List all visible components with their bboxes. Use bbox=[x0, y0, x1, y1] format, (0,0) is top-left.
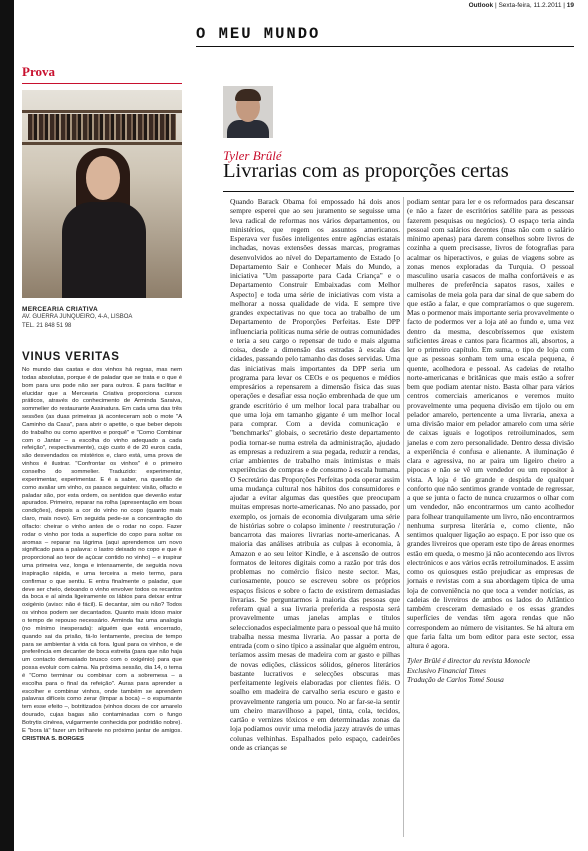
section-name: Outlook bbox=[468, 2, 494, 9]
wine-bottles bbox=[28, 114, 176, 140]
sidebar-label: Prova bbox=[22, 64, 182, 84]
portrait-hair bbox=[235, 89, 261, 101]
person-body bbox=[62, 202, 146, 298]
sidebar-author: CRISTINA S. BORGES bbox=[22, 735, 84, 742]
page-edge-bar bbox=[0, 0, 14, 851]
shop-address: AV. GUERRA JUNQUEIRO, 4-A, LISBOA bbox=[22, 314, 133, 320]
issue-date: Sexta-feira, 11.2.2011 bbox=[498, 2, 562, 9]
sidebar-heading: VINUS VERITAS bbox=[22, 351, 120, 363]
signoff-line: Tradução de Carlos Tomé Sousa bbox=[407, 674, 504, 684]
portrait-body bbox=[227, 120, 269, 138]
sidebar-body bbox=[22, 367, 182, 744]
shelf bbox=[22, 142, 182, 145]
column-divider bbox=[403, 197, 404, 837]
shop-photo bbox=[22, 90, 182, 298]
shop-name: MERCEARIA CRIATIVA bbox=[22, 306, 99, 313]
author-portrait bbox=[223, 86, 273, 138]
signoff bbox=[407, 656, 574, 684]
headline: Livrarias com as proporções certas bbox=[223, 160, 509, 182]
article-column-1: Quando Barack Obama foi empossado há dois anos sempre esperei que ao seu juramento se seguisse uma leva radical de reformas nos vários departamentos, ou ministérios, que regem os assuntos americanos. Esperava ver fusões inteligentes entre agências estatais inchadas, novas extensões dessas marcas, programas desenvolvidos ao nível do Departamento de Estado [o Departamento Sair e Conhecer Mais do Mundo, a iniciativa "Um passaporte para Cada Criança" e o Departamento Construir Embaixadas com Melhor Aspecto] e toda uma série de iniciativas com vista a melhorar a nossa qualidade de vida. E sempre tive grandes expectativas no que toca ao trabalho de um Departamento de Proporções Perfeitas. Este DPP influenciaria políticas numa série de outras comunidades e teria a seu cargo o repensar de tudo e mais alguma coisa, desde a dimensão das estradas à escala das cidades, passando pelo tamanho das doses servidas. Uma das iniciativas mais importantes da DPP seria um programa para levar os CEOs e os pequenos e médios empresários a repensarem a dimensão física das suas operações e desafiar essa noção embrenhada de que um grande escritório é um melhor local para trabalhar ou que uma loja em tamanho gigante é um melhor local para comprar. Com a devida comunicação e "benchmarks" globais, o secretário deste departamento podia tornar-se numa estrela da administração, ajudado as empresas a reduzirem a sua pegada, reduzir a rendas, criar ambientes de trabalho mais íntimistas e mais experiências de compras e de consumo à escala humana. O Secretário das Proporções Perfeitas poda operar assim uma mudança cultural nos hábitos dos consumidores e ajudar a evitar algumas das questões que preocupam muitas empresas norte-americanas. No ano passado, por exemplo, os jornais de economia divulgaram uma série de histórias sobre o colapso iminente / reestruturação / bancarrota das maiores livrarias norte-americanas. A maioria das análises atribuía as culpas à economia, à Amazon e ao seu leitor Kindle, e à ascensão de outros formatos de leitores digitais como a razão por trás dos problemas no comércio físico neste sector. Mas, curiosamente, pouco se escreveu sobre os próprios espaços físicos e sobre o facto de existirem demasiadas livrarias. Se perguntarmos à maioria das pessoas que referam qual a sua livraria preferida a resposta será provavelmente umas janelas amplas e títulos seleccionados especialmente para o pessoal que há muito trabalha nessa mesma livraria. Ao passar a porta de entrada (com o sino típico a assinalar que alguém entrou, teríamos assim mesas de madeira com ar gasto e pilhas de novas edições, clássicos sólidos, géneros literários bastante lucrativos e selecções obscuras mas perfeitamente legíveis elaboradas por clientes fiéis. O soalho em madeira de carvalho seria escuro e gasto e provavelmente rangeria um pouco. No ar far-se-ia sentir um cheiro maravilhoso a papel, tinta, cola, tecidos, cartão e vernizes tóxicos e em determinadas zonas da loja podíamos ouvir uma melodia jazzy através de umas colunas velhinhas. Espalhados pelo espaço, cadeirões onde as crianças se bbox=[230, 197, 400, 752]
headline-rule bbox=[223, 191, 574, 192]
shelf bbox=[22, 110, 182, 113]
shop-phone: TEL. 21 848 51 98 bbox=[22, 323, 72, 329]
person-face bbox=[86, 156, 120, 200]
section-title: O MEU MUNDO bbox=[196, 25, 321, 43]
article-column-2-text: podiam sentar para ler e os reformados para descansar (e não a fazer de escritórios satélite para as pessoas fazerem pesquisas ou negócios). O espaço teria ainda pessoal com salários decentes (mas não com o salário mínimo apenas) para darem conselhos sobre livros de cozinha a quem precisasse, livros de fotografias para acalmar os hiperactivos, e guias de viagens sobre as zonas menos exploradas da Turquia. O pessoal masculino usaria casacos de malha confortáveis e as mulheres de preferência sapatos rasos, xailes e camisolas de meia gola para dar sinal de que sabem do que estão a falar, e que compraríamos o que sugerem. Mas o pormenor mais importante seria provavelmente o facto de podermos ver a loja até ao fundo e, uma vez dentro da mesma, descobríssemos que existem suficientes áreas e cantos para ficarmos ali, absortos, a ler o primeiro capítulo. Em suma, o tipo de loja com que as pessoas sonham tem uma escala pequena, é quente, acolhedora e pessoal. As cadeias de retalho norte-americanas e britânicas que mais estão a sofrer bem que podiam atentar nisto. Basta olhar para vários centros comerciais americanos e veremos muito provavelmente uma pequena divisão em tijolo ou em pelador amarelo, pertencente a uma livraria, anexa a uma divisão maior em pelador amarelo com uma série de caixas iguais e logotipos retroiluminados, sem janelas e com zero personalidade. Dentro dessa divisão a experiência é confusa e alienante. A iluminação é clara e agressiva, no ar paira um ligeiro cheiro a pipocas e não se vê um vendedor ou um repositor à vista. A loja é tão grande e despida de qualquer conforto que não sentimos grande vontade de regressar, a que se junta o facto de nunca cruzarmos o olhar com um vendedor, não encontrarmos um canto acolhedor para folhear tranquilamente um livro, não encontrarmos nenhuma surpresa literária e, como cliente, não sentimos qualquer ligação ao espaço. E por isso que os grandes livreiros que operam este tipo de áreas enormes estão em queda, o mesmo já não acontecendo aos livros electrónicos e aos vários ecrãs retroiluminados. E assim como os quiosques estão prejudicar as empresas de jornais e revistas com a sua abordagem típica de uma loja de conveniência no que toca a vender notícias, as cadeias de livreiros de ambos os lados do Atlântico também cresceram demasiado e os essas grandes superfícies de vendas têm agora rendas que não correspondem ao número de visitantes. Se há altura em que faria falta um bom editor para este sector, essa altura é agora. bbox=[407, 197, 574, 650]
sidebar-text: No mundo das castas e dos vinhos há regras, mas nem todas absolutas, porque é de paladar que se trata e o que é bom para uns pode não ser para outros. É para facilitar e elucidar que a Mercearia Criativa proporciona cursos práticos, através do conhecimento de Arminda Saraiva, sommelier do restaurante Assinatura. Em cada uma das três sessões (as duas primeiras já aconteceram sob o mote "A Caminho da Casa", para abrir o apetite, o que beber depois do trabalho ou como aperitivo e porquê" e "Como Combinar com o Jantar – a escolha do vinho adequado a cada refeição", respectivamente), cujo custo é de 20 euros cada, são desvendados os mistérios e, claro está, uma prova de vinhos é ilustrar. "Confrontar os vinhos" é o primeiro conselho do sommelier. Traduzido: experimentar, experimentar, experimentar. E é a saber, na questão de como avaliar um vinho, os passos seguintes: visão, olfacto e paladar são, por esta ordem, os sentidos que deverão estar apurados. Primeiro, reparar na rolha (apresentação em boas condições), depois a cor do vinho no copo (quanto mais claro, mais novo). Em seguida pede-se a concentração do olfacto: cheirar o vinho antes de o rodar no copo. Fazer rodar o vinho por toda a superfície do copo para soltar os aromas – reparar na lágrima (aqui aprendemos um novo significado para a palavra: o lastro deixado no copo e que é proporcional ao teor de açúcar contido no vinho) – e inspirar uma primeira vez, longa e intensamente, de seguida nova inspiração rápida, e uma terceira a meio termo, para confirmar o que sentiu. E entra finalmente o paladar, que deve ser cheio, deixando o vinho envolver todos os recantos da boca e aí ainda ligeiramente os lábios para deixar entrar oxigénio (aviso: não é fácil). E decantar, sim ou não? Todos os vinhos podem ser decantados. Quanto mais idoso maior o tempo de repouso necessário. Arminda faz uma analogia (no mínimo inesperada): alguém que está encerrado, quando sai da prisão, fá-lo lentamente, precisa de tempo para se ambientar à vida cá fora. Igual para os vinhos, e de preferência em decanter de boca estreita (para que não haja um contacto demasiado brusco com o oxigénio) para que possa evoluir com calma. Na próxima sessão, dia 14, o tema é "Como terminar ou combinar com a sobremesa – a escolha para o final da refeição". Auras para aprender a escolher e combinar vinhos, onde também se aprendem palavras difíceis como zerar (limpar a boca) – o espumante tem esse efeito –, botritizados (vinhos doces de cor amarelo dourado, cujas bagas são contaminadas com o fungo Botrytis cinérea, vulgarmente conhecida por podridão nobre). E "bora lá" fazer um brilharete no próximo jantar de amigos. bbox=[22, 367, 182, 734]
page-header: Outlook | Sexta-feira, 11.2.2011 | 19 bbox=[468, 2, 574, 9]
article-column-2 bbox=[407, 197, 574, 684]
signoff-line: Exclusivo Financial Times bbox=[407, 665, 486, 675]
top-rule bbox=[196, 46, 574, 47]
signoff-line: Tyler Brûlé é director da revista Monocle bbox=[407, 656, 531, 666]
page-number: 19 bbox=[566, 2, 574, 9]
sidebar-column bbox=[22, 64, 182, 744]
byline: Tyler Brûlé bbox=[223, 148, 282, 163]
